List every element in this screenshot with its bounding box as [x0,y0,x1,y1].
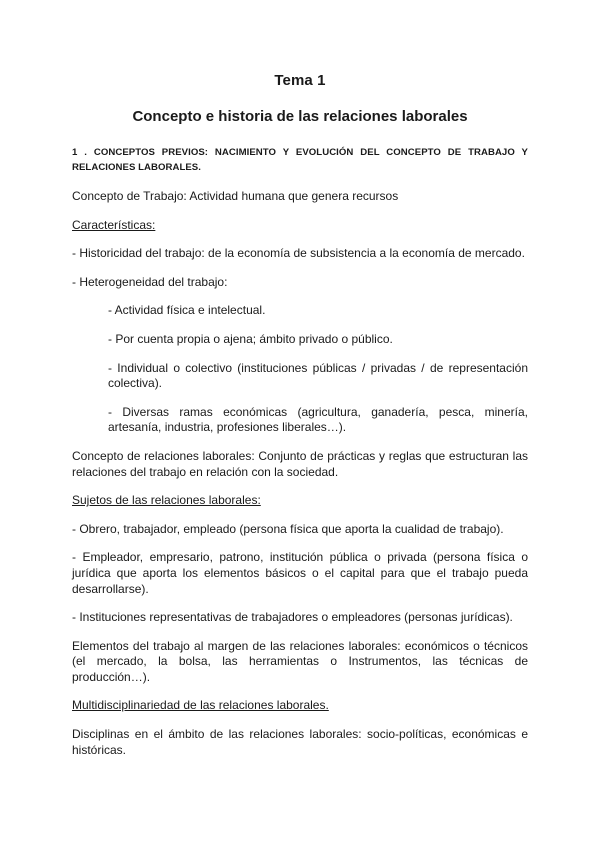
concepto-relaciones: Concepto de relaciones laborales: Conjunto de prácticas y reglas que estructuran las relaciones del trabajo en relación con la sociedad. [72,448,528,479]
topic-number: Tema 1 [274,72,326,89]
page-title: Concepto e historia de las relaciones laborales [132,108,468,125]
sujetos-heading: Sujetos de las relaciones laborales: [72,493,261,508]
sub-item: - Actividad física e intelectual. [108,303,266,318]
sub-item: - Por cuenta propia o ajena; ámbito privado o público. [108,331,393,346]
historicidad-item: - Historicidad del trabajo: de la economía de subsistencia a la economía de mercado. [72,246,525,261]
caracteristicas-heading: Características: [72,217,156,232]
sujeto-item: - Obrero, trabajador, empleado (persona física que aporta la cualidad de trabajo). [72,521,504,536]
disciplinas-paragraph: Disciplinas en el ámbito de las relaciones laborales: socio-políticas, económicas e históricas. [72,727,528,757]
sub-item: - Diversas ramas económicas (agricultura, ganadería, pesca, minería, artesanía, industria, profesiones liberales…). [108,404,528,435]
heterogeneidad-item: - Heterogeneidad del trabajo: [72,274,228,289]
multidisciplinariedad-heading: Multidisciplinariedad de las relaciones laborales. [72,698,329,713]
sujeto-item: - Instituciones representativas de trabajadores o empleadores (personas jurídicas). [72,610,513,625]
elementos-paragraph: Elementos del trabajo al margen de las relaciones laborales: económicos o técnicos (el mercado, la bolsa, las herramientas o Instrumentos, las técnicas de producción…). [72,638,528,684]
sujeto-item: - Empleador, empresario, patrono, institución pública o privada (persona física o jurídica que aporta los elementos básicos o el capital para que el trabajo pueda desarrollarse). [72,550,528,596]
concepto-trabajo: Concepto de Trabajo: Actividad humana que genera recursos [72,189,399,203]
sub-item: - Individual o colectivo (instituciones públicas / privadas / de representación colectiva). [108,360,528,391]
section-heading: 1 . CONCEPTOS PREVIOS: NACIMIENTO Y EVOLUCIÓN DEL CONCEPTO DE TRABAJO Y RELACIONES LABORALES. [72,147,528,173]
